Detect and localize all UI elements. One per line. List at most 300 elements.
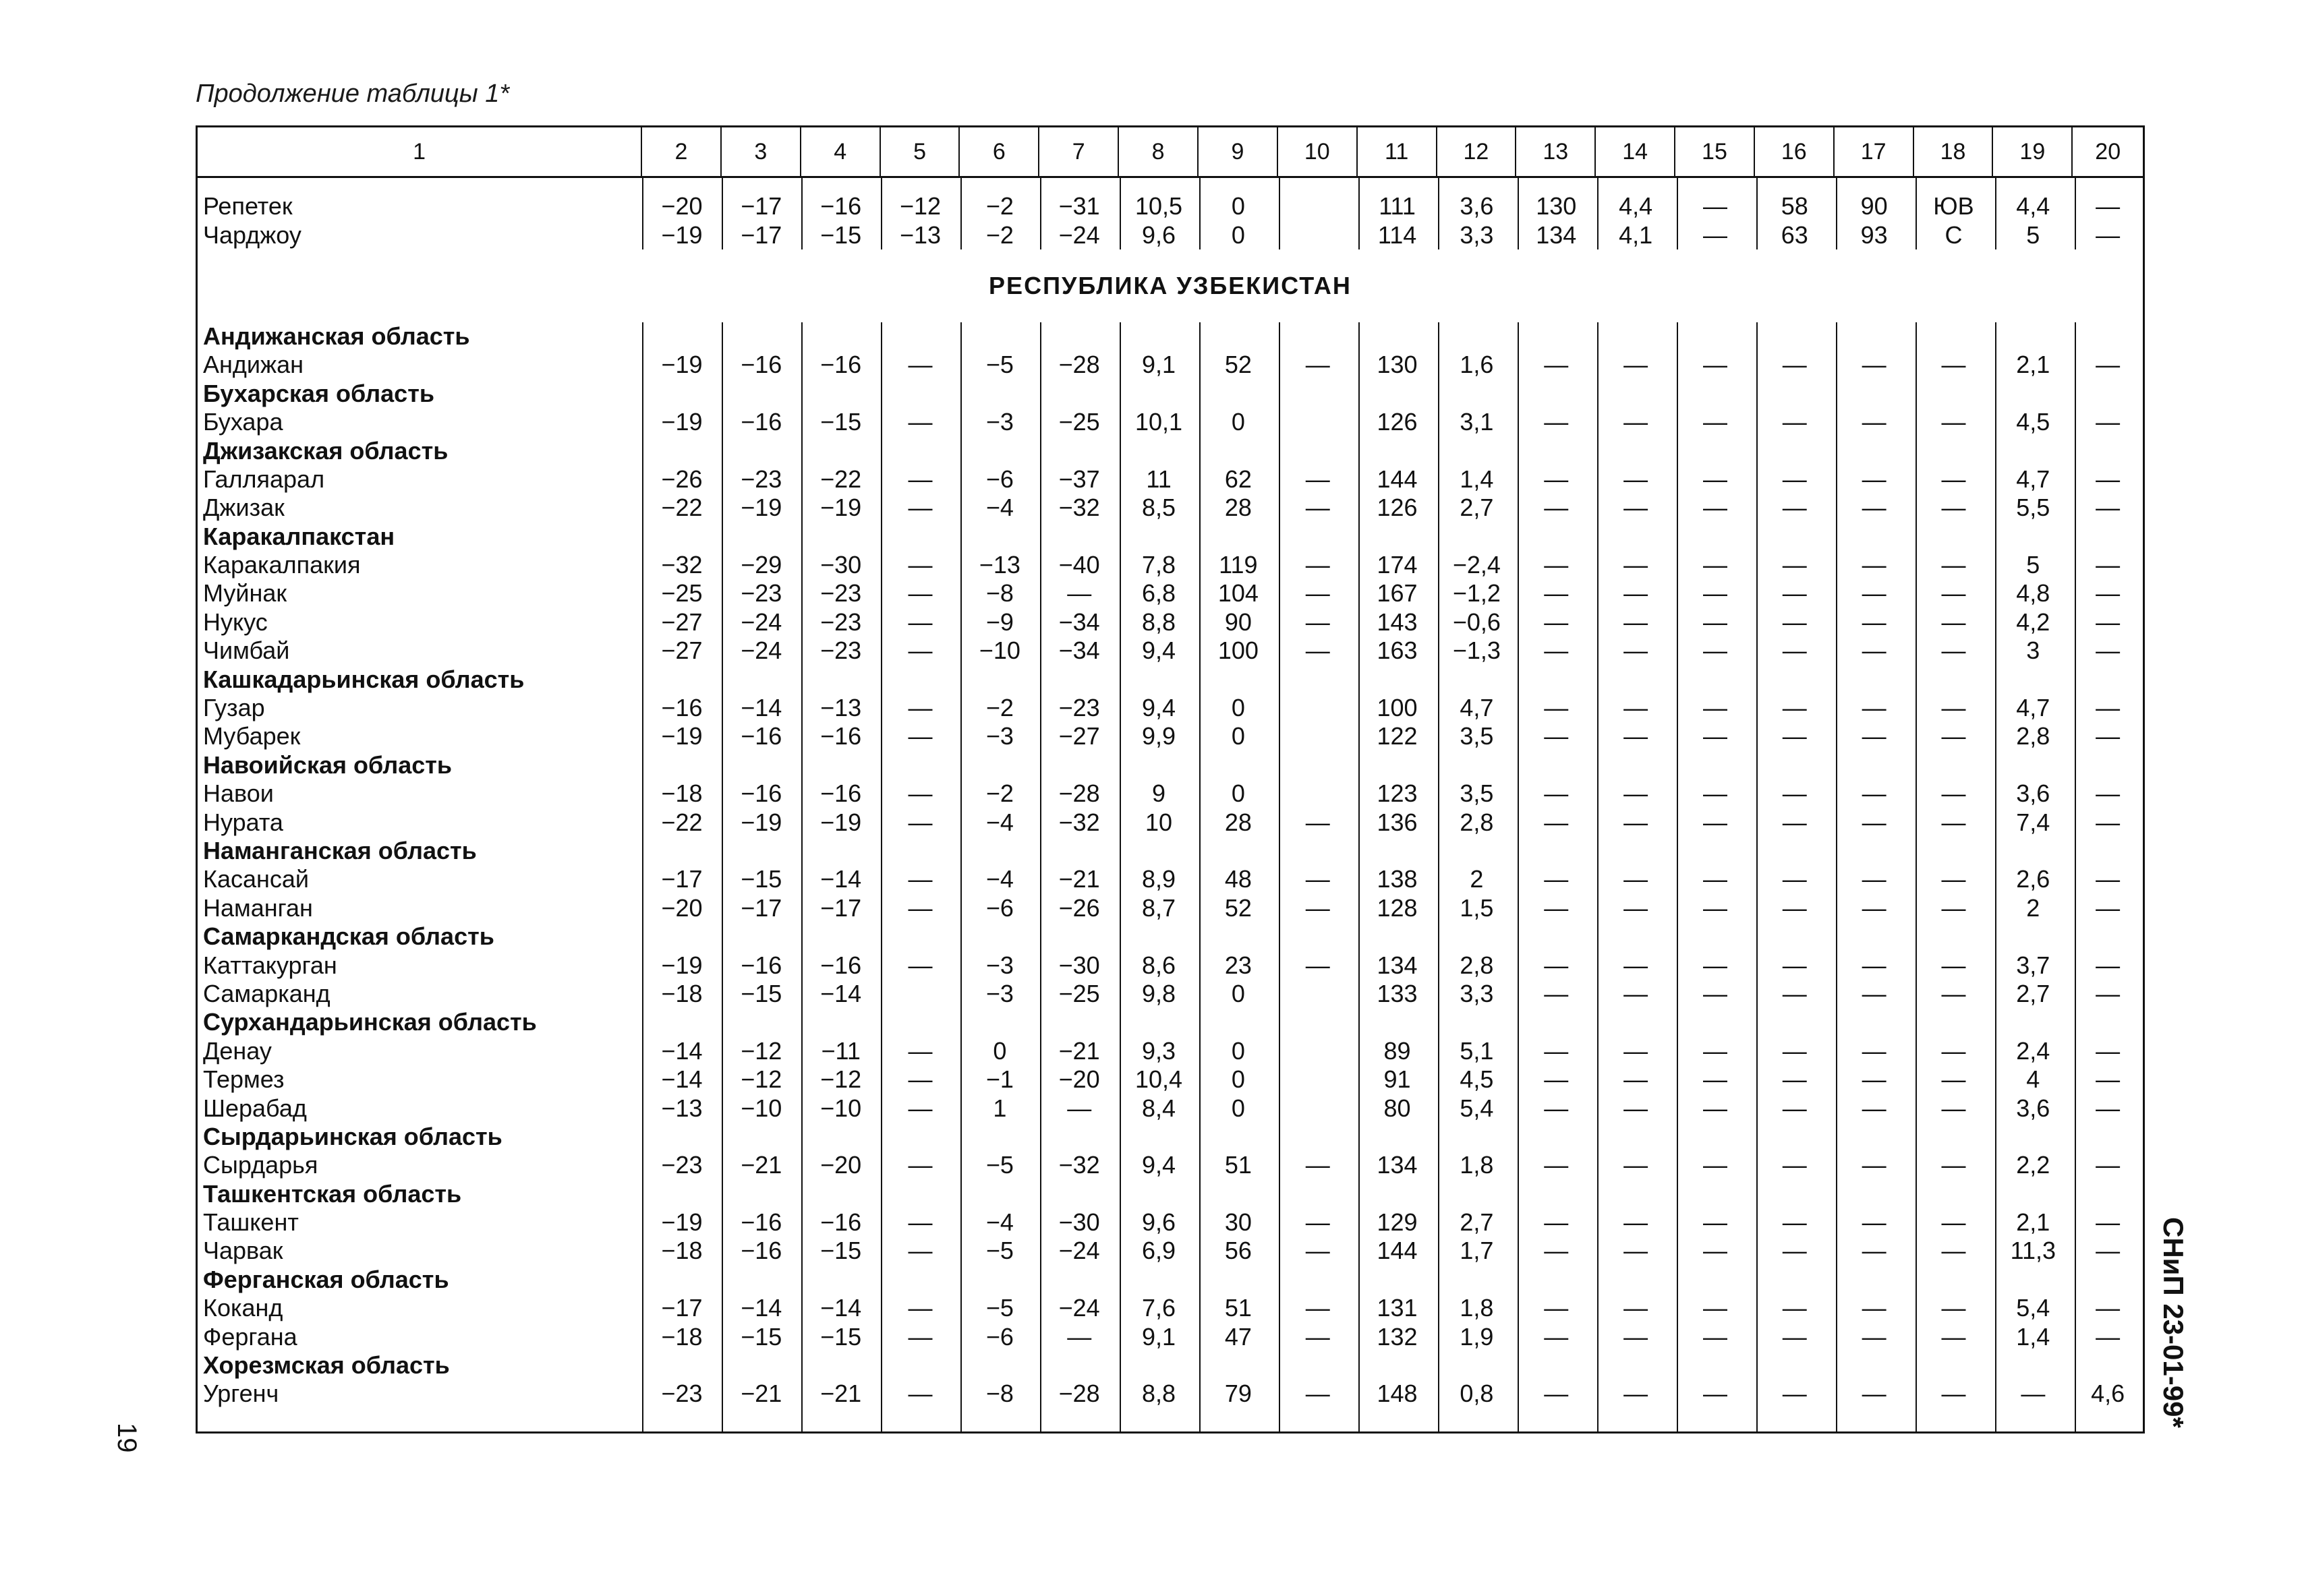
table-cell: −32 — [1058, 1151, 1100, 1179]
table-cell: −16 — [820, 951, 862, 979]
table-cell: 4 — [2026, 1065, 2040, 1094]
table-cell: — — [1862, 1237, 1887, 1265]
table-cell: 0 — [1231, 722, 1245, 750]
station-name: Бухара — [203, 408, 283, 436]
table-cell: — — [1862, 494, 1887, 522]
table-cell: — — [1702, 551, 1727, 579]
table-cell: — — [1305, 465, 1330, 493]
table-row — [198, 220, 2143, 249]
table-cell: −19 — [820, 494, 862, 522]
table-cell: — — [1862, 893, 1887, 922]
table-cell: — — [1702, 893, 1727, 922]
station-name: Денау — [203, 1036, 272, 1065]
table-cell: — — [1702, 808, 1727, 836]
table-row — [198, 1208, 2143, 1237]
table-cell: −20 — [661, 192, 703, 220]
table-cell: — — [1702, 494, 1727, 522]
table-cell: — — [1782, 1036, 1807, 1065]
table-cell: — — [2096, 1036, 2121, 1065]
table-cell: −8 — [985, 579, 1014, 608]
table-cell: −24 — [1058, 1294, 1100, 1322]
table-cell: −23 — [820, 608, 862, 636]
table-cell: — — [1862, 951, 1887, 979]
table-cell: — — [1702, 579, 1727, 608]
table-cell: — — [1623, 865, 1648, 893]
table-cell: 174 — [1377, 551, 1418, 579]
table-cell: — — [1862, 1208, 1887, 1237]
table-cell: — — [1782, 1151, 1807, 1179]
table-cell: −27 — [1058, 722, 1100, 750]
table-cell: −16 — [741, 1237, 782, 1265]
table-row — [198, 722, 2143, 750]
table-cell: 10,4 — [1134, 1065, 1183, 1094]
table-cell: 30 — [1224, 1208, 1252, 1237]
table-cell: 28 — [1224, 494, 1252, 522]
table-cell: 0 — [1231, 1094, 1245, 1122]
table-cell: −22 — [661, 494, 703, 522]
table-cell: — — [1544, 408, 1569, 436]
table-cell: −10 — [741, 1094, 782, 1122]
table-cell: −31 — [1058, 192, 1100, 220]
table-cell: — — [1941, 551, 1966, 579]
table-cell: 0 — [1231, 694, 1245, 722]
table-cell: 9,8 — [1142, 979, 1176, 1007]
table-cell: — — [908, 779, 933, 808]
table-cell: — — [1862, 408, 1887, 436]
table-cell: — — [1941, 694, 1966, 722]
region-row — [198, 837, 2143, 865]
table-cell: −12 — [899, 192, 942, 220]
table-cell: 10 — [1145, 808, 1173, 836]
table-cell: 6,9 — [1142, 1237, 1176, 1265]
table-cell: — — [1862, 1151, 1887, 1179]
table-cell: −16 — [741, 951, 782, 979]
station-name: Каттакурган — [203, 951, 337, 979]
header-cell: 12 — [1437, 127, 1517, 176]
table-cell: 2,4 — [2016, 1036, 2050, 1065]
table-row — [198, 1294, 2143, 1322]
table-cell: — — [1862, 865, 1887, 893]
table-cell: — — [1544, 694, 1569, 722]
table-cell: 5 — [2026, 220, 2040, 249]
table-cell: — — [1782, 494, 1807, 522]
table-cell: — — [1702, 1237, 1727, 1265]
table-cell: — — [1862, 465, 1887, 493]
table-cell: 9,4 — [1142, 1151, 1176, 1179]
header-cell: 2 — [642, 127, 722, 176]
table-cell: — — [1702, 865, 1727, 893]
table-cell: — — [1305, 1151, 1330, 1179]
climate-table — [196, 125, 2145, 1434]
table-cell: — — [1623, 408, 1648, 436]
table-cell: — — [1544, 465, 1569, 493]
table-cell: — — [1623, 1151, 1648, 1179]
table-cell: −24 — [1058, 1237, 1100, 1265]
table-cell: — — [2096, 1237, 2121, 1265]
table-cell: — — [1941, 1208, 1966, 1237]
table-cell: 1,9 — [1460, 1322, 1494, 1351]
table-cell: — — [1544, 1065, 1569, 1094]
station-name: Термез — [203, 1065, 285, 1094]
table-cell: 114 — [1377, 220, 1417, 249]
table-cell: 132 — [1377, 1322, 1418, 1351]
table-row — [198, 694, 2143, 722]
table-cell: −2 — [985, 694, 1014, 722]
table-cell: — — [2021, 1380, 2046, 1408]
table-cell: — — [1623, 722, 1648, 750]
table-cell: — — [1305, 1380, 1330, 1408]
table-cell: — — [1702, 694, 1727, 722]
table-cell: 80 — [1383, 1094, 1411, 1122]
table-cell: — — [1702, 1065, 1727, 1094]
table-cell: — — [1862, 808, 1887, 836]
table-cell: 9,3 — [1142, 1036, 1176, 1065]
table-row — [198, 465, 2143, 494]
table-cell: 8,8 — [1142, 608, 1176, 636]
table-cell: — — [1941, 1380, 1966, 1408]
table-cell: — — [1544, 1036, 1569, 1065]
table-cell: 3,5 — [1460, 722, 1494, 750]
header-cell: 18 — [1914, 127, 1994, 176]
table-row — [198, 192, 2143, 220]
table-cell: 90 — [1860, 192, 1888, 220]
table-cell: 2,1 — [2016, 351, 2050, 379]
region-name: Навоийская область — [203, 750, 452, 779]
table-row — [198, 351, 2143, 379]
table-cell: −15 — [820, 1237, 862, 1265]
table-cell: −34 — [1058, 637, 1100, 665]
table-cell: — — [1544, 1322, 1569, 1351]
table-cell: −19 — [661, 351, 703, 379]
table-cell: −3 — [985, 979, 1014, 1007]
table-cell: — — [1702, 220, 1727, 249]
table-cell: — — [908, 1151, 933, 1179]
table-cell: — — [1782, 694, 1807, 722]
table-cell: — — [1782, 608, 1807, 636]
table-cell: — — [1782, 1237, 1807, 1265]
table-cell: −16 — [820, 1208, 862, 1237]
table-cell: 8,9 — [1142, 865, 1176, 893]
table-cell: — — [1544, 579, 1569, 608]
table-cell: 1 — [993, 1094, 1007, 1122]
table-cell: — — [908, 893, 933, 922]
table-cell: — — [1702, 351, 1727, 379]
table-cell: −15 — [741, 865, 782, 893]
header-cell: 3 — [722, 127, 801, 176]
table-row — [198, 637, 2143, 665]
table-cell: — — [2096, 1322, 2121, 1351]
table-cell: −5 — [985, 1237, 1014, 1265]
table-cell: 3,3 — [1460, 220, 1494, 249]
table-caption: Продолжение таблицы 1* — [196, 80, 510, 108]
table-cell: — — [1941, 1094, 1966, 1122]
table-cell: — — [1702, 722, 1727, 750]
table-cell: — — [1941, 351, 1966, 379]
table-cell: −1 — [985, 1065, 1014, 1094]
table-cell: −14 — [820, 979, 862, 1007]
table-cell: −0,6 — [1452, 608, 1501, 636]
table-cell: 148 — [1377, 1380, 1418, 1408]
table-cell: — — [1623, 637, 1648, 665]
table-cell: 129 — [1377, 1208, 1418, 1237]
table-cell: — — [1941, 979, 1966, 1007]
table-cell: — — [1862, 1094, 1887, 1122]
table-cell: −40 — [1058, 551, 1100, 579]
table-cell: −19 — [820, 808, 862, 836]
table-cell: 143 — [1377, 608, 1418, 636]
table-cell: 119 — [1219, 551, 1258, 579]
region-row — [198, 436, 2143, 465]
region-name: Бухарская область — [203, 379, 434, 407]
region-name: Хорезмская область — [203, 1351, 450, 1380]
table-cell: −16 — [820, 192, 862, 220]
table-cell: 4,2 — [2016, 608, 2050, 636]
table-cell: — — [1544, 951, 1569, 979]
table-cell: — — [1702, 979, 1727, 1007]
table-cell: — — [2096, 465, 2121, 493]
table-cell: −8 — [985, 1380, 1014, 1408]
table-cell: 4,1 — [1619, 220, 1653, 249]
table-cell: 93 — [1860, 220, 1888, 249]
table-cell: — — [1623, 1208, 1648, 1237]
table-cell: — — [2096, 779, 2121, 808]
table-cell: — — [1305, 351, 1330, 379]
table-row — [198, 608, 2143, 637]
table-cell: −15 — [820, 220, 862, 249]
table-row — [198, 779, 2143, 808]
table-cell: 3,5 — [1460, 779, 1494, 808]
table-cell: −16 — [741, 779, 782, 808]
table-cell: — — [1305, 808, 1330, 836]
table-cell: — — [1544, 779, 1569, 808]
region-row — [198, 665, 2143, 693]
table-cell: 2,1 — [2016, 1208, 2050, 1237]
table-cell: −15 — [820, 1322, 862, 1351]
table-cell: — — [1782, 779, 1807, 808]
table-cell: 10,1 — [1134, 408, 1183, 436]
table-cell: — — [1702, 1294, 1727, 1322]
table-cell: — — [2096, 951, 2121, 979]
table-cell: 104 — [1217, 579, 1259, 608]
table-cell: — — [908, 1065, 933, 1094]
table-cell: 11,3 — [2010, 1237, 2056, 1265]
table-row — [198, 1094, 2143, 1122]
table-cell: — — [1702, 1380, 1727, 1408]
region-name: Самаркандская область — [203, 922, 494, 951]
table-cell: С — [1945, 220, 1963, 249]
table-row — [198, 494, 2143, 522]
table-cell: −23 — [741, 465, 782, 493]
station-name: Ургенч — [203, 1380, 279, 1408]
table-cell: −2 — [985, 192, 1014, 220]
table-cell: −21 — [741, 1380, 782, 1408]
table-cell: — — [1623, 494, 1648, 522]
table-cell: −1,3 — [1452, 637, 1501, 665]
table-cell: 1,6 — [1460, 351, 1494, 379]
table-cell: 0 — [1231, 192, 1245, 220]
table-cell: 163 — [1377, 637, 1418, 665]
station-name: Гузар — [203, 694, 265, 722]
table-row — [198, 951, 2143, 979]
table-cell: 63 — [1781, 220, 1808, 249]
station-name: Нурата — [203, 808, 283, 836]
table-cell: −16 — [820, 351, 862, 379]
table-cell: — — [1941, 1237, 1966, 1265]
table-cell: — — [1862, 351, 1887, 379]
region-row — [198, 751, 2143, 779]
region-name: Наманганская область — [203, 837, 477, 864]
table-cell: — — [908, 494, 933, 522]
table-cell: — — [1702, 951, 1727, 979]
table-cell: — — [2096, 1294, 2121, 1322]
table-cell: −11 — [821, 1036, 861, 1065]
table-cell: — — [908, 351, 933, 379]
table-cell: −16 — [741, 408, 782, 436]
table-cell: −12 — [741, 1036, 782, 1065]
table-cell: −18 — [661, 979, 703, 1007]
station-name: Фергана — [203, 1322, 297, 1351]
table-cell: −14 — [820, 1294, 862, 1322]
table-cell: ЮВ — [1933, 192, 1974, 220]
table-cell: — — [1862, 1294, 1887, 1322]
header-cell: 6 — [960, 127, 1039, 176]
table-cell: −2 — [985, 220, 1014, 249]
table-cell: — — [1782, 579, 1807, 608]
table-cell: — — [1941, 1151, 1966, 1179]
header-cell: 15 — [1675, 127, 1755, 176]
table-cell: −37 — [1058, 465, 1100, 493]
table-cell: — — [1544, 979, 1569, 1007]
table-cell: 134 — [1377, 1151, 1418, 1179]
table-cell: 0 — [1231, 1036, 1245, 1065]
table-cell: — — [1702, 465, 1727, 493]
table-cell: — — [2096, 808, 2121, 836]
table-cell: −10 — [979, 637, 1020, 665]
table-cell: 52 — [1224, 351, 1252, 379]
table-cell: −17 — [741, 192, 782, 220]
table-cell: — — [2096, 551, 2121, 579]
region-name: Кашкадарьинская область — [203, 665, 525, 693]
table-cell: — — [1623, 808, 1648, 836]
table-cell: — — [1941, 951, 1966, 979]
table-cell: 123 — [1377, 779, 1418, 808]
table-cell: 89 — [1383, 1036, 1411, 1065]
table-cell: −28 — [1058, 351, 1100, 379]
table-cell: — — [1623, 465, 1648, 493]
table-cell: — — [1623, 1237, 1648, 1265]
table-cell: 126 — [1377, 494, 1418, 522]
station-name: Шерабад — [203, 1094, 307, 1122]
table-cell: −16 — [820, 722, 862, 750]
table-cell: 4,7 — [2016, 694, 2050, 722]
table-cell: — — [1941, 637, 1966, 665]
table-cell: — — [1544, 1380, 1569, 1408]
station-name: Каракалпакия — [203, 551, 361, 579]
table-cell: — — [1544, 865, 1569, 893]
table-header-row — [198, 127, 2143, 178]
table-cell: −13 — [899, 220, 942, 249]
table-cell: — — [1782, 1094, 1807, 1122]
table-cell: −19 — [661, 408, 703, 436]
table-cell: — — [1305, 1208, 1330, 1237]
table-row — [198, 579, 2143, 608]
table-cell: — — [1862, 1380, 1887, 1408]
table-cell: — — [1623, 351, 1648, 379]
region-name: Ташкентская область — [203, 1179, 462, 1208]
table-cell: 100 — [1377, 694, 1418, 722]
table-cell: — — [908, 1380, 933, 1408]
table-cell: — — [2096, 494, 2121, 522]
table-cell: 4,4 — [2016, 192, 2050, 220]
table-row — [198, 865, 2143, 893]
table-cell: — — [1782, 408, 1807, 436]
table-cell: — — [908, 408, 933, 436]
table-cell: −18 — [661, 779, 703, 808]
table-cell: — — [2096, 694, 2121, 722]
table-cell: — — [1623, 979, 1648, 1007]
table-cell: — — [1782, 637, 1807, 665]
table-cell: — — [1782, 1294, 1807, 1322]
table-cell: — — [908, 865, 933, 893]
table-cell: — — [2096, 722, 2121, 750]
table-cell: 122 — [1377, 722, 1418, 750]
table-cell: — — [1862, 637, 1887, 665]
header-cell: 9 — [1199, 127, 1278, 176]
table-cell: — — [1702, 1151, 1727, 1179]
table-cell: −2,4 — [1452, 551, 1501, 579]
table-cell: −25 — [1058, 979, 1100, 1007]
table-cell: 2,8 — [1460, 808, 1494, 836]
table-cell: — — [1941, 1294, 1966, 1322]
table-cell: — — [908, 1036, 933, 1065]
table-cell: 8,5 — [1142, 494, 1176, 522]
station-name: Репетек — [203, 192, 293, 220]
table-cell: — — [1544, 722, 1569, 750]
table-cell: 134 — [1377, 951, 1418, 979]
table-cell: 1,8 — [1460, 1151, 1494, 1179]
table-cell: −14 — [741, 1294, 782, 1322]
table-cell: — — [1941, 808, 1966, 836]
table-cell: — — [2096, 220, 2121, 249]
table-cell: 0 — [1231, 979, 1245, 1007]
table-cell: — — [908, 1237, 933, 1265]
table-cell: −30 — [1058, 1208, 1100, 1237]
table-cell: −19 — [661, 1208, 703, 1237]
table-cell: 4,5 — [2016, 408, 2050, 436]
table-cell: 3 — [2026, 637, 2040, 665]
table-cell: 133 — [1377, 979, 1418, 1007]
table-cell: 0 — [1231, 1065, 1245, 1094]
region-name: Ферганская область — [203, 1265, 449, 1293]
table-cell: — — [1544, 1208, 1569, 1237]
table-cell: −19 — [661, 722, 703, 750]
region-row — [198, 1008, 2143, 1036]
table-cell: — — [1782, 551, 1807, 579]
table-cell: 134 — [1536, 220, 1577, 249]
table-cell: 2,2 — [2016, 1151, 2050, 1179]
table-cell: — — [908, 694, 933, 722]
station-name: Чарджоу — [203, 220, 301, 249]
table-cell: −30 — [1058, 951, 1100, 979]
table-cell: — — [1623, 1322, 1648, 1351]
table-cell: 128 — [1377, 893, 1418, 922]
table-cell: 56 — [1224, 1237, 1252, 1265]
table-cell: −32 — [1058, 494, 1100, 522]
table-cell: −20 — [1058, 1065, 1100, 1094]
header-cell: 14 — [1596, 127, 1675, 176]
table-cell: −32 — [1058, 808, 1100, 836]
table-cell: 3,1 — [1460, 408, 1494, 436]
